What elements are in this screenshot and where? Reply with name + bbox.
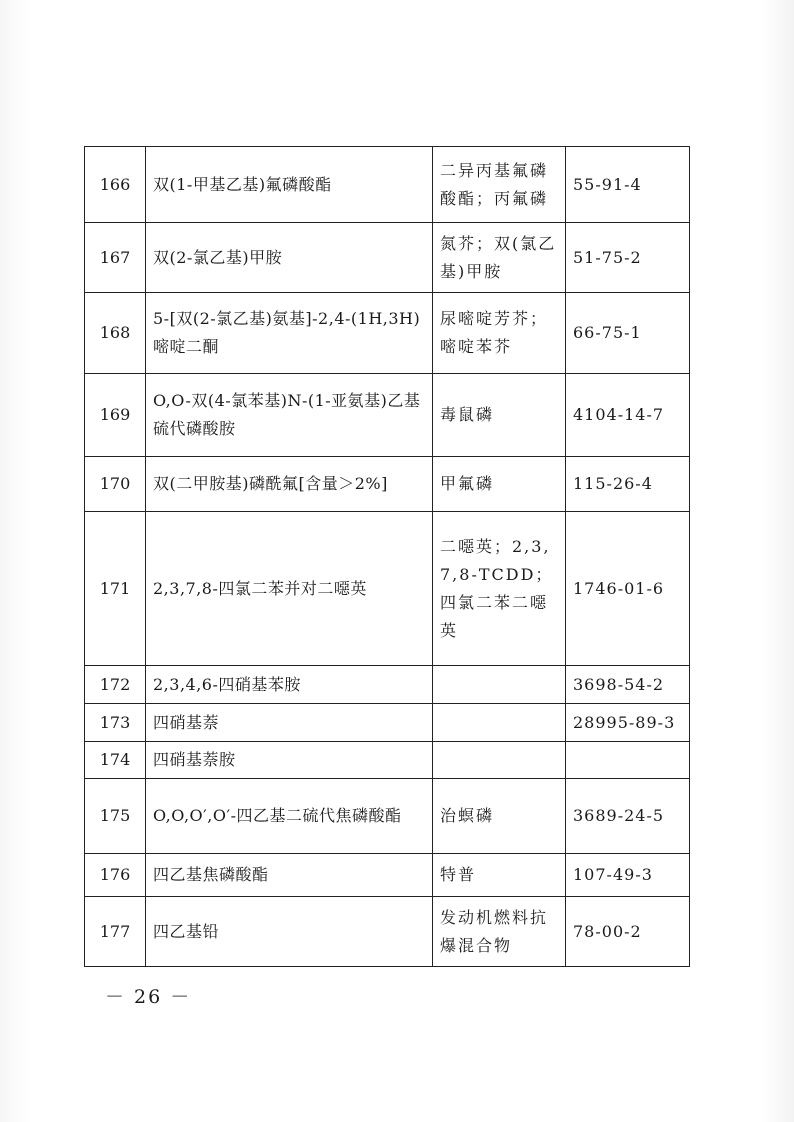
chemical-name: 四硝基萘 bbox=[146, 704, 433, 742]
cas-number: 55-91-4 bbox=[566, 147, 690, 223]
row-number: 168 bbox=[85, 293, 146, 374]
chemical-alias: 治螟磷 bbox=[433, 779, 566, 854]
table-row bbox=[85, 457, 690, 512]
chemical-name: 双(1-甲基乙基)氟磷酸酯 bbox=[146, 147, 433, 223]
chemical-name: 四硝基萘胺 bbox=[146, 742, 433, 779]
chemical-name: 2,3,4,6-四硝基苯胺 bbox=[146, 666, 433, 704]
cas-number bbox=[566, 742, 690, 779]
table-row bbox=[85, 779, 690, 854]
table-row bbox=[85, 223, 690, 293]
cas-number: 78-00-2 bbox=[566, 897, 690, 967]
row-number: 172 bbox=[85, 666, 146, 704]
table-row bbox=[85, 147, 690, 223]
table-row bbox=[85, 897, 690, 967]
cas-number: 107-49-3 bbox=[566, 854, 690, 897]
chemical-alias: 氮芥；双(氯乙基)甲胺 bbox=[433, 223, 566, 293]
chemical-name: O,O-双(4-氯苯基)N-(1-亚氨基)乙基硫代磷酸胺 bbox=[146, 374, 433, 457]
table-row bbox=[85, 854, 690, 897]
chemical-table-body bbox=[85, 147, 690, 967]
table-row bbox=[85, 374, 690, 457]
row-number: 170 bbox=[85, 457, 146, 512]
chemical-name: 2,3,7,8-四氯二苯并对二噁英 bbox=[146, 512, 433, 666]
row-number: 177 bbox=[85, 897, 146, 967]
cas-number: 51-75-2 bbox=[566, 223, 690, 293]
cas-number: 4104-14-7 bbox=[566, 374, 690, 457]
row-number: 167 bbox=[85, 223, 146, 293]
chemical-alias: 特普 bbox=[433, 854, 566, 897]
cas-number: 28995-89-3 bbox=[566, 704, 690, 742]
cas-number: 3698-54-2 bbox=[566, 666, 690, 704]
cas-number: 3689-24-5 bbox=[566, 779, 690, 854]
chemical-alias: 毒鼠磷 bbox=[433, 374, 566, 457]
table-row bbox=[85, 704, 690, 742]
cas-number: 115-26-4 bbox=[566, 457, 690, 512]
chemical-alias: 发动机燃料抗爆混合物 bbox=[433, 897, 566, 967]
row-number: 175 bbox=[85, 779, 146, 854]
chemical-alias: 尿嘧啶芳芥；嘧啶苯芥 bbox=[433, 293, 566, 374]
table-row bbox=[85, 742, 690, 779]
table-row bbox=[85, 666, 690, 704]
table-row bbox=[85, 293, 690, 374]
cas-number: 1746-01-6 bbox=[566, 512, 690, 666]
row-number: 171 bbox=[85, 512, 146, 666]
chemical-alias bbox=[433, 742, 566, 779]
page-number: － 26 － bbox=[105, 986, 192, 1008]
row-number: 166 bbox=[85, 147, 146, 223]
chemical-name: O,O,O′,O′-四乙基二硫代焦磷酸酯 bbox=[146, 779, 433, 854]
chemical-alias: 二异丙基氟磷酸酯；丙氟磷 bbox=[433, 147, 566, 223]
cas-number: 66-75-1 bbox=[566, 293, 690, 374]
chemical-table bbox=[84, 146, 690, 967]
chemical-name: 双(2-氯乙基)甲胺 bbox=[146, 223, 433, 293]
chemical-alias bbox=[433, 704, 566, 742]
chemical-name: 5-[双(2-氯乙基)氨基]-2,4-(1H,3H)嘧啶二酮 bbox=[146, 293, 433, 374]
row-number: 174 bbox=[85, 742, 146, 779]
chemical-name: 四乙基焦磷酸酯 bbox=[146, 854, 433, 897]
chemical-alias: 甲氟磷 bbox=[433, 457, 566, 512]
chemical-alias bbox=[433, 666, 566, 704]
row-number: 169 bbox=[85, 374, 146, 457]
chemical-name: 四乙基铅 bbox=[146, 897, 433, 967]
chemical-alias: 二噁英；2,3,7,8-TCDD；四氯二苯二噁英 bbox=[433, 512, 566, 666]
chemical-name: 双(二甲胺基)磷酰氟[含量＞2%] bbox=[146, 457, 433, 512]
table-row bbox=[85, 512, 690, 666]
row-number: 176 bbox=[85, 854, 146, 897]
row-number: 173 bbox=[85, 704, 146, 742]
